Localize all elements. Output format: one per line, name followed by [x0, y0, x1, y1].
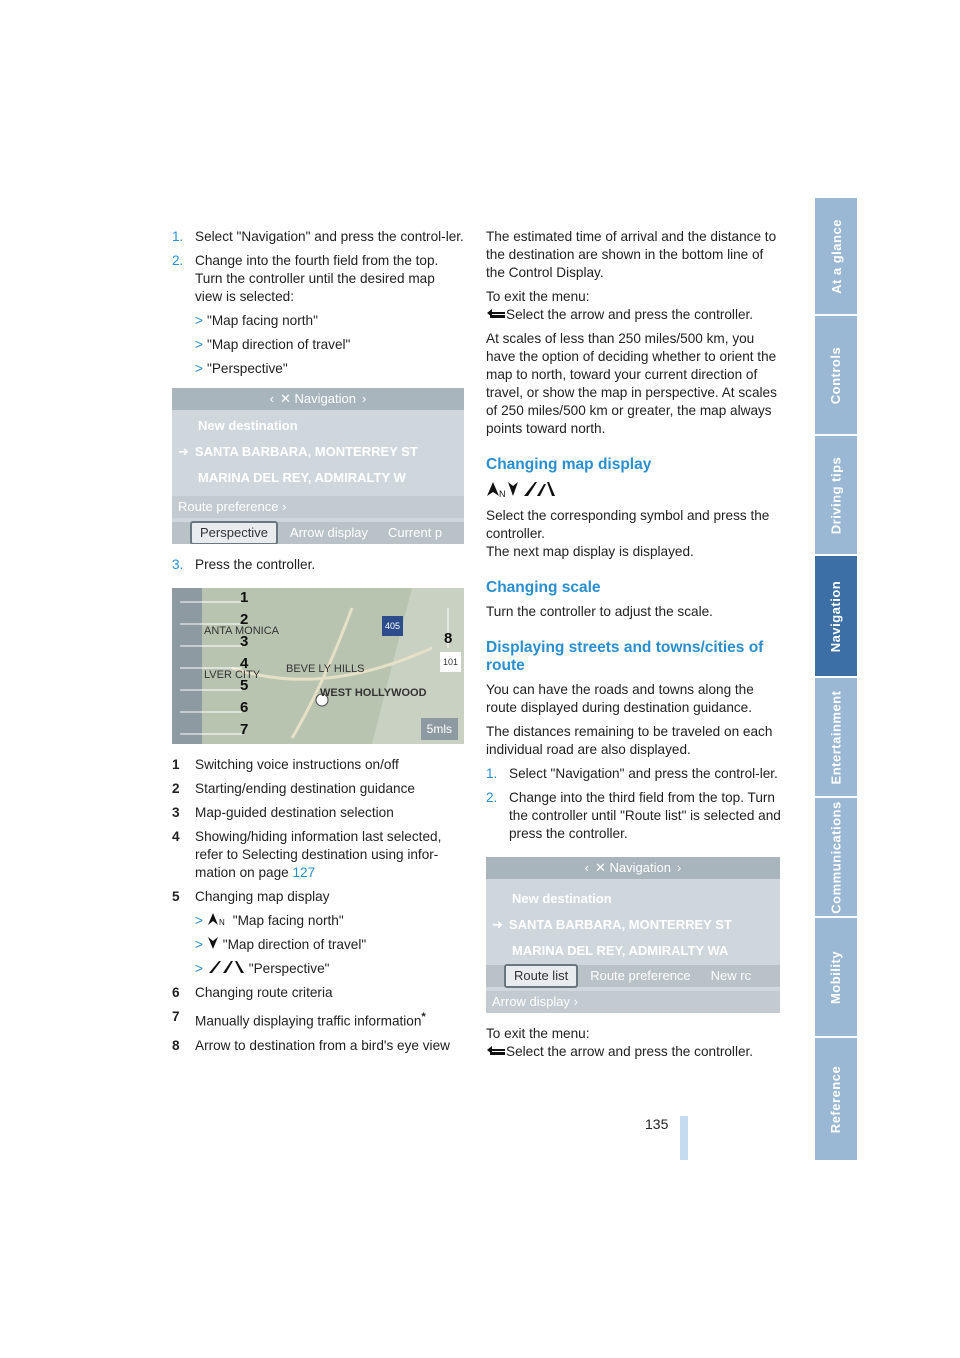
tab-driving-tips[interactable]: Driving tips: [815, 436, 857, 554]
new-destination-row: New destination: [198, 418, 298, 433]
paragraph-distances: The distances remaining to be traveled on each individual road are also displayed.: [486, 724, 773, 757]
step-3: 3. Press the controller.: [172, 557, 316, 572]
map-display-icons-svg: [486, 480, 556, 498]
arrow-icon: ➜: [178, 444, 189, 459]
paragraph-next-display: The next map display is displayed.: [486, 544, 694, 559]
callout-5: 5: [240, 677, 249, 694]
bullet-map-north: > "Map facing north": [195, 313, 318, 328]
map-perspective-icon: [207, 960, 245, 974]
tab-reference[interactable]: Reference: [815, 1038, 857, 1160]
dest-row-4: MARINA DEL REY, ADMIRALTY WA: [512, 943, 729, 958]
page-link-127[interactable]: 127: [292, 865, 316, 880]
svg-text:N: N: [219, 918, 225, 926]
map-label-santa-monica: ANTA MONICA: [204, 625, 279, 637]
tab-route-list: Route list: [504, 964, 578, 988]
step-1: 1. Select "Navigation" and press the control-ler.: [172, 229, 464, 244]
dest-row-2: MARINA DEL REY, ADMIRALTY W: [198, 470, 406, 485]
callout-6: 6: [240, 699, 249, 716]
paragraph-scale: Turn the controller to adjust the scale.: [486, 604, 713, 619]
callout-2: 2: [240, 611, 249, 628]
new-destination-row-2: New destination: [512, 891, 612, 906]
bullet-map-travel: > "Map direction of travel": [195, 337, 351, 352]
paragraph-select-symbol: Select the corresponding symbol and press the controller.: [486, 508, 770, 541]
sub-bullet-north: > N "Map facing north": [195, 913, 344, 928]
legend-4: 4 Showing/hiding information last selected, refer to Selecting destination using infor-mation on page 127: [172, 829, 442, 880]
callout-4: 4: [240, 655, 249, 672]
dest-row-3: ➜ SANTA BARBARA, MONTERREY ST: [492, 917, 732, 932]
tab-perspective: Perspective: [190, 521, 278, 544]
tab-route-preference: Route preference: [590, 968, 691, 983]
nav-icon: ✕: [280, 391, 291, 406]
map-label-west-hollywood: WEST HOLLYWOOD: [320, 687, 427, 699]
paragraph-scales: At scales of less than 250 miles/500 km, you have the option of deciding whether to orient the map to north, toward your current direction of travel, or show the map in perspective. At scales of 250 miles/500 km or greater, the map always points toward north.: [486, 331, 777, 436]
right-step-1: 1. Select "Navigation" and press the control-ler.: [486, 766, 778, 781]
tab-new-route: New rc: [710, 968, 752, 983]
route-tabs: [486, 965, 780, 987]
paragraph-eta: The estimated time of arrival and the distance to the destination are shown in the bottom line of the Control Display.: [486, 229, 777, 280]
nav-icon-2: ✕: [595, 860, 606, 875]
screen-title-bar: ‹ ✕ Navigation ›: [172, 388, 464, 410]
shield-405: 405: [382, 616, 403, 636]
legend-2: 2 Starting/ending destination guidance: [172, 781, 415, 796]
shield-101: 101: [440, 652, 461, 672]
heading-route-streets: Displaying streets and towns/cities of route: [486, 639, 764, 674]
page-number-bar: [680, 1116, 688, 1160]
heading-changing-map-display: Changing map display: [486, 456, 652, 473]
svg-text:N: N: [499, 489, 506, 498]
scale-indicator: 5mls: [421, 718, 458, 740]
legend-8: 8 Arrow to destination from a bird's eye view: [172, 1037, 450, 1053]
tab-at-a-glance[interactable]: At a glance: [815, 198, 857, 314]
legend-1: 1 Switching voice instructions on/off: [172, 757, 399, 772]
callout-8: 8: [444, 630, 453, 647]
heading-changing-scale: Changing scale: [486, 579, 601, 596]
page-number: 135: [645, 1116, 669, 1132]
exit-menu-label: To exit the menu:: [486, 289, 590, 304]
back-arrow-icon: [486, 309, 506, 321]
exit-menu-action-2: Select the arrow and press the controller.: [486, 1043, 782, 1061]
tab-entertainment[interactable]: Entertainment: [815, 678, 857, 796]
map-north-icon: [207, 912, 229, 926]
screen-title-bar-2: ‹ ✕ Navigation ›: [486, 857, 780, 879]
tab-mobility[interactable]: Mobility: [815, 918, 857, 1036]
legend-6: 6 Changing route criteria: [172, 985, 333, 1000]
legend-7: 7 Manually displaying traffic information*: [172, 1009, 426, 1029]
left-column: [172, 228, 464, 1061]
nav-menu-screenshot-1: [172, 388, 464, 544]
arrow-icon-2: ➜: [492, 917, 503, 932]
tab-current-pos: Current p: [387, 525, 443, 540]
tab-arrow-display: Arrow display: [289, 525, 368, 540]
bullet-perspective: > "Perspective": [195, 361, 288, 376]
legend-5: 5 Changing map display: [172, 889, 330, 904]
exit-menu-action: Select the arrow and press the controller.: [486, 306, 782, 324]
paragraph-route-display: You can have the roads and towns along the route displayed during destination guidance.: [486, 682, 754, 715]
dest-row-1: ➜ SANTA BARBARA, MONTERREY ST: [178, 444, 418, 459]
callout-7: 7: [240, 721, 249, 738]
right-column: [486, 228, 782, 1067]
tab-navigation[interactable]: Navigation: [815, 556, 857, 676]
sub-bullet-travel: > "Map direction of travel": [195, 937, 367, 952]
callout-1: 1: [240, 589, 249, 606]
chapter-sidebar: [815, 198, 857, 1160]
map-travel-icon: [207, 936, 219, 950]
tab-controls[interactable]: Controls: [815, 316, 857, 434]
map-display-icons: [486, 480, 782, 503]
exit-menu-label-2: To exit the menu:: [486, 1026, 590, 1041]
legend-3: 3 Map-guided destination selection: [172, 805, 394, 820]
step-2: 2. Change into the fourth field from the top. Turn the controller until the desired map view is selected:: [172, 253, 439, 304]
route-preference-row: Route preference ›: [172, 496, 464, 518]
tab-communications[interactable]: Communications: [815, 798, 857, 916]
asterisk-mark: *: [421, 1011, 426, 1023]
arrow-display-row: Arrow display ›: [486, 991, 780, 1013]
map-screenshot: [172, 588, 464, 744]
callout-3: 3: [240, 633, 249, 650]
map-label-beverly-hills: BEVE LY HILLS: [286, 663, 365, 675]
back-arrow-icon-2: [486, 1046, 506, 1058]
right-step-2: 2. Change into the third field from the top. Turn the controller until "Route list" is selected and press the controller.: [486, 790, 781, 841]
nav-menu-screenshot-2: [486, 857, 780, 1013]
screen-tabs: [172, 522, 464, 544]
map-label-culver-city: LVER CITY: [204, 669, 261, 681]
sub-bullet-perspective: > "Perspective": [195, 961, 330, 976]
